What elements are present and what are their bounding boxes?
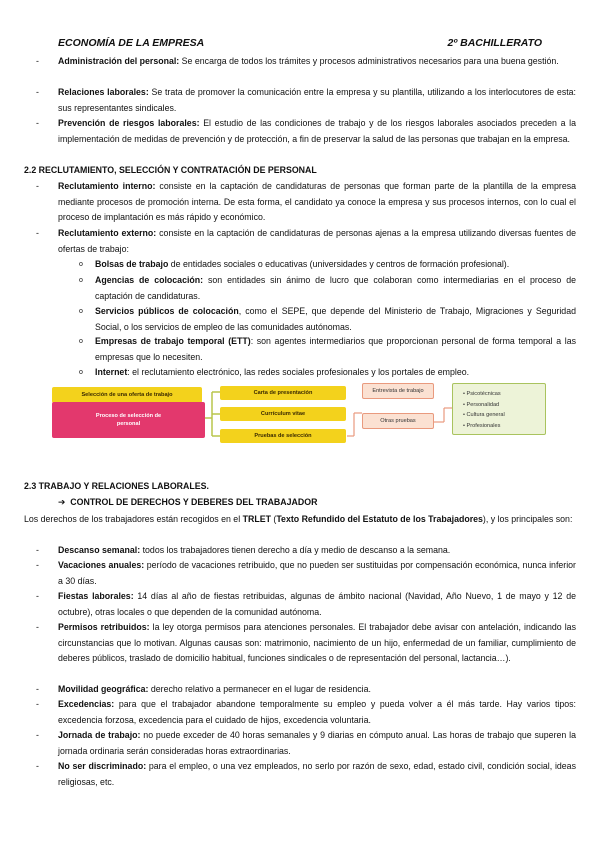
diagram-outcomes-box: [452, 383, 546, 435]
bullet-dash: -: [36, 56, 39, 66]
bullet-dash: -: [36, 591, 39, 601]
bullet-dash: -: [36, 761, 39, 771]
list-item: Movilidad geográfica: derecho relativo a permanecer en el lugar de residencia.: [58, 684, 371, 694]
diagram-outcome: • Personalidad: [463, 401, 500, 408]
bullet-dash: -: [36, 545, 39, 555]
list-item: Descanso semanal: todos los trabajadores tienen derecho a día y medio de descanso a la semana.: [58, 545, 451, 555]
diagram-outcome: • Cultura general: [463, 412, 505, 418]
list-item: Relaciones laborales: Se trata de promover la comunicación entre la empresa y su plantilla, utilizando a los interlocutores de esta: sus representantes sindicales.: [58, 87, 577, 113]
list-item: Prevención de riesgos laborales: El estudio de las condiciones de trabajo y de los riesgos laborales asociados preceden a la implementación de medidas de prevención y de protección, a fin de preservar la salud de las personas que trabajan en la empresa.: [58, 118, 577, 144]
bullet-dash: -: [36, 181, 39, 191]
bullet-circle: o: [79, 308, 83, 315]
list-item: No ser discriminado: para el empleo, o una vez empleados, no serlo por razón de sexo, edad, estado civil, condición social, ideas religiosas, etc.: [58, 761, 576, 787]
intro-paragraph: Los derechos de los trabajadores están recogidos en el TRLET (Texto Refundido del Estatuto de los Trabajadores), y los principales son:: [24, 514, 573, 524]
diagram-outcome: • Profesionales: [463, 422, 501, 429]
diagram-test-box: Entrevista de trabajo: [362, 383, 434, 399]
bullet-circle: o: [79, 369, 83, 376]
diagram-outcome: • Psicotécnicas: [463, 391, 501, 397]
bullet-circle: o: [79, 277, 83, 284]
section-subtitle: ➔ CONTROL DE DERECHOS Y DEBERES DEL TRABAJADOR: [58, 497, 318, 507]
sub-list-item: Servicios públicos de colocación, como el SEPE, que depende del Ministerio de Trabajo, Migraciones y Seguridad Social, o los servicios de empleo de las comunidades autónomas.: [95, 306, 576, 332]
diagram-process-label: Proceso de selección de personal: [95, 413, 162, 427]
bullet-dash: -: [36, 560, 39, 570]
list-item: Permisos retribuidos: la ley otorga permisos para atenciones personales. El trabajador debe avisar con antelación, indicando las circunstancias que lo motivan. Algunas causas son: matrimonio, nacimiento de un hijo, enfermedad de un familiar, cumplimiento de deberes públicos, traslado de domicilio habitual, funciones sindicales o de representación del personal, lactancia…).: [58, 622, 576, 664]
bullet-dash: -: [36, 730, 39, 740]
list-item: Administración del personal: Se encarga de todos los trámites y procesos administrativos necesarios para una buena gestión.: [58, 56, 559, 66]
sub-list-item: Empresas de trabajo temporal (ETT): son agentes intermediarios que proporcionan personal de forma temporal a las empresas que lo necesiten.: [95, 336, 576, 362]
diagram-step-box: Pruebas de selección: [220, 429, 346, 443]
sub-list-item: Internet: el reclutamiento electrónico, las redes sociales profesionales y los portales de empleo.: [95, 367, 470, 377]
bullet-circle: o: [79, 261, 83, 268]
bullet-dash: -: [36, 87, 39, 97]
list-item: Jornada de trabajo: no puede exceder de 40 horas semanales y 9 diarias en cómputo anual. Las horas de trabajo que superen la jornada ordinaria serán consideradas horas extraordinarias.: [58, 730, 576, 756]
list-item: Vacaciones anuales: período de vacaciones retribuido, que no pueden ser sustituidas por compensación económica, nunca inferior a 30 días.: [58, 560, 576, 586]
sub-list-item: Agencias de colocación: son entidades sin ánimo de lucro que colaboran como intermediarias en el proceso de captación de candidaturas.: [95, 275, 576, 301]
arrow-right-icon: ➔: [58, 497, 66, 507]
bullet-circle: o: [79, 338, 83, 345]
diagram-test-box: Otras pruebas: [362, 413, 434, 429]
sub-list-item: Bolsas de trabajo de entidades sociales o educativas (universidades y centros de formación profesional).: [95, 259, 510, 269]
diagram-step-box: Carta de presentación: [220, 386, 346, 400]
list-item: Reclutamiento interno: consiste en la captación de candidaturas de personas que forman parte de la plantilla de la empresa mediante procesos de promoción interna. De esta forma, el candidato ya conoce la empresa y sus procesos internos, con lo cual el proceso de implantación es más rápido y económico.: [58, 181, 577, 223]
list-item: Reclutamiento externo: consiste en la captación de candidaturas de personas ajenas a la empresa utilizando diversas fuentes de ofertas de trabajo:: [58, 228, 576, 254]
diagram-step-box: Currículum vitae: [220, 407, 346, 421]
bullet-dash: -: [36, 118, 39, 128]
diagram-start-box: Selección de una oferta de trabajo: [52, 387, 202, 403]
section-title: 2.2 RECLUTAMIENTO, SELECCIÓN Y CONTRATACIÓN DE PERSONAL: [24, 165, 317, 175]
bullet-dash: -: [36, 228, 39, 238]
list-item: Fiestas laborales: 14 días al año de fiestas retribuidas, algunas de ámbito nacional (Navidad, Año Nuevo, 1 de mayo y 12 de octubre), otras locales o que dependen de la comunidad autónoma.: [58, 591, 576, 617]
bullet-dash: -: [36, 684, 39, 694]
header-course: 2º BACHILLERATO: [447, 37, 542, 49]
bullet-dash: -: [36, 699, 39, 709]
header-subject: ECONOMÍA DE LA EMPRESA: [58, 37, 205, 49]
page-header: [58, 37, 542, 49]
list-item: Excedencias: para que el trabajador abandone temporalmente su empleo y pueda volver a él más tarde. Hay varios tipos: excedencia forzosa, excedencia para el cuidado de hijos, excedencia voluntaria.: [58, 699, 576, 725]
diagram-process-box: [52, 402, 205, 438]
section-title: 2.3 TRABAJO Y RELACIONES LABORALES.: [24, 481, 209, 491]
bullet-dash: -: [36, 622, 39, 632]
